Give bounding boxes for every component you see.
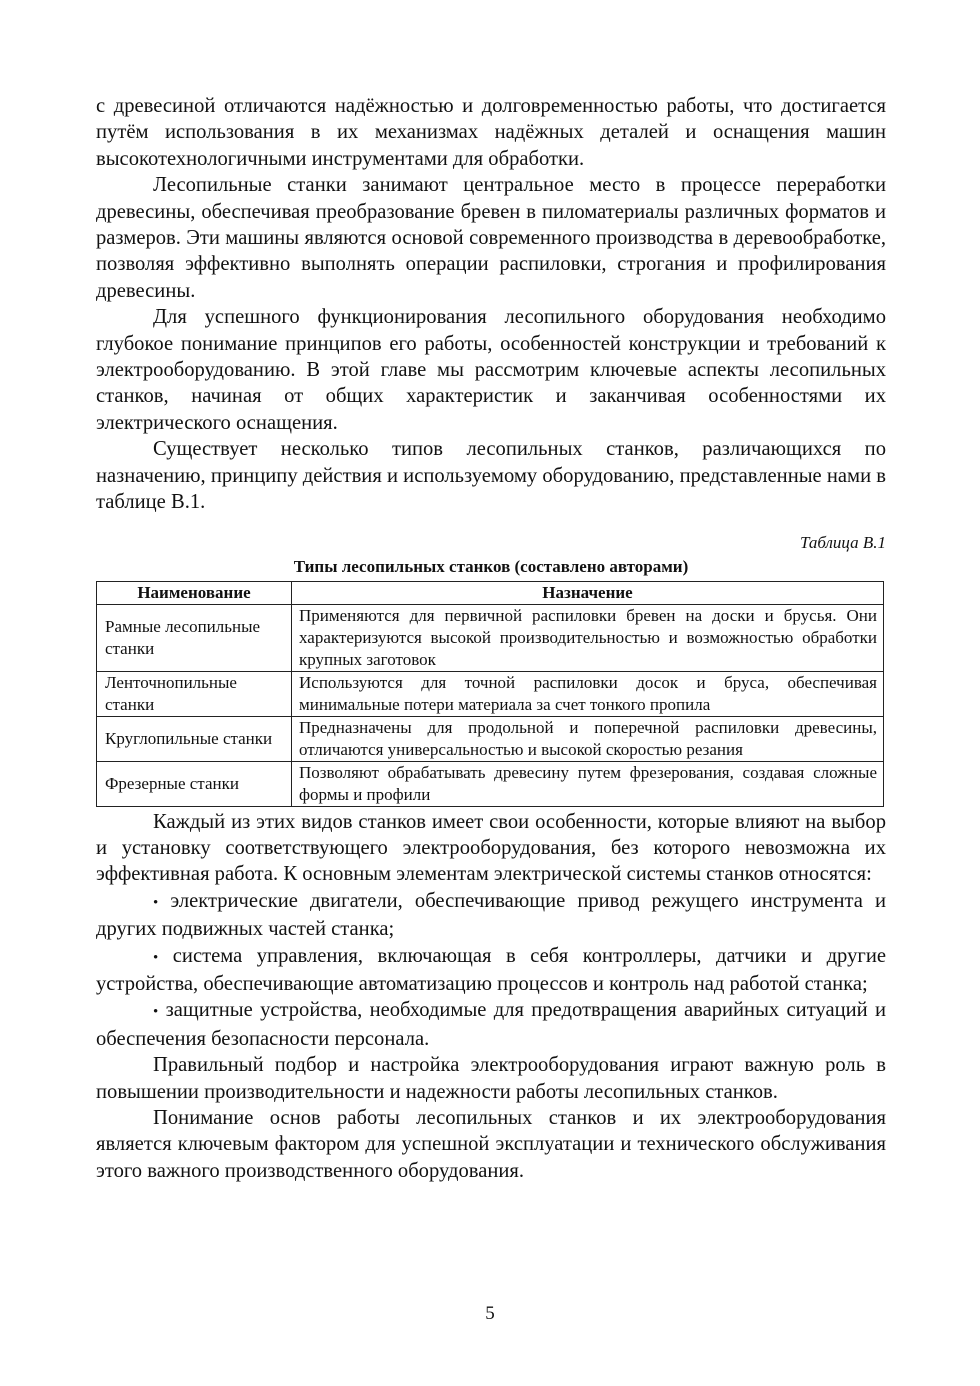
table-row (97, 716, 884, 761)
bullet-icon: • (153, 894, 159, 911)
paragraph: Понимание основ работы лесопильных станков и их электрооборудования является ключевым фактором для успешной эксплуатации и технического обслуживания этого важного производственного оборудования. (96, 1106, 886, 1182)
table-header-row (97, 581, 884, 604)
bullet-item (96, 997, 886, 1052)
machine-types-table (96, 581, 884, 807)
paragraph: Лесопильные станки занимают центральное место в процессе переработки древесины, обеспечивая преобразование бревен в пиломатериалы различных форматов и размеров. Эти машины являются основой современного производства в деревообработке, позволяя эффективно выполнять операции распиловки, строгания и профилирования древесины. (96, 174, 886, 302)
paragraph: с древесиной отличаются надёжностью и долговременностью работы, что достигается путём использования в их механизмах надёжных деталей и оснащения машин высокотехнологичными инструментами для обработки. (96, 95, 886, 170)
cell-name: Ленточнопильные станки (97, 671, 292, 716)
paragraph: Правильный подбор и настройка электрооборудования играют важную роль в повышении производительности и надежности работы лесопильных станков. (96, 1054, 886, 1103)
column-header-name: Наименование (97, 581, 292, 604)
bullet-item (96, 888, 886, 943)
cell-name: Фрезерные станки (97, 761, 292, 806)
bullet-text: электрические двигатели, обеспечивающие привод режущего инструмента и других подвижных частей станка; (96, 889, 886, 941)
table-row (97, 761, 884, 806)
table-title: Типы лесопильных станков (составлено авторами) (293, 556, 689, 576)
cell-purpose: Применяются для первичной распиловки бревен на доски и брусья. Они характеризуются высокой производительностью и возможностью обработки крупных заготовок (292, 604, 884, 671)
bullet-text: система управления, включающая в себя контроллеры, датчики и другие устройства, обеспечивающие автоматизацию процессов и контроль над работой станка; (96, 944, 886, 995)
cell-purpose: Предназначены для продольной и поперечной распиловки древесины, отличаются универсальностью и высокой скоростью резания (292, 716, 884, 761)
cell-purpose: Позволяют обрабатывать древесину путем фрезерования, создавая сложные формы и профили (292, 761, 884, 806)
bullet-icon: • (153, 949, 159, 966)
paragraph: Каждый из этих видов станков имеет свои особенности, которые влияют на выбор и установку соответствующего электрооборудования, без которого невозможна их эффективная работа. К основным элементам электрической системы станков относятся: (96, 810, 886, 886)
table-row (97, 604, 884, 671)
column-header-purpose: Назначение (292, 581, 884, 604)
table-label: Таблица В.1 (800, 532, 886, 552)
cell-purpose: Используются для точной распиловки досок и бруса, обеспечивая минимальные потери материала за счет тонкого пропила (292, 671, 884, 716)
paragraph: Для успешного функционирования лесопильного оборудования необходимо глубокое понимание принципов его работы, особенностей конструкции и требований к электрооборудованию. В этой главе мы рассмотрим ключевые аспекты лесопильных станков, начиная от общих характеристик и заканчивая особенностями их электрического оснащения. (96, 306, 886, 434)
page-number: 5 (485, 1303, 495, 1324)
page-body (96, 93, 886, 1184)
table-row (97, 671, 884, 716)
cell-name: Рамные лесопильные станки (97, 604, 292, 671)
paragraph: Существует несколько типов лесопильных станков, различающихся по назначению, принципу действия и используемому оборудованию, представленные нами в таблице В.1. (96, 438, 886, 514)
cell-name: Круглопильные станки (97, 716, 292, 761)
bullet-item (96, 943, 886, 998)
bullet-icon: • (153, 1004, 159, 1021)
bullet-text: защитные устройства, необходимые для предотвращения аварийных ситуаций и обеспечения безопасности персонала. (96, 999, 886, 1050)
